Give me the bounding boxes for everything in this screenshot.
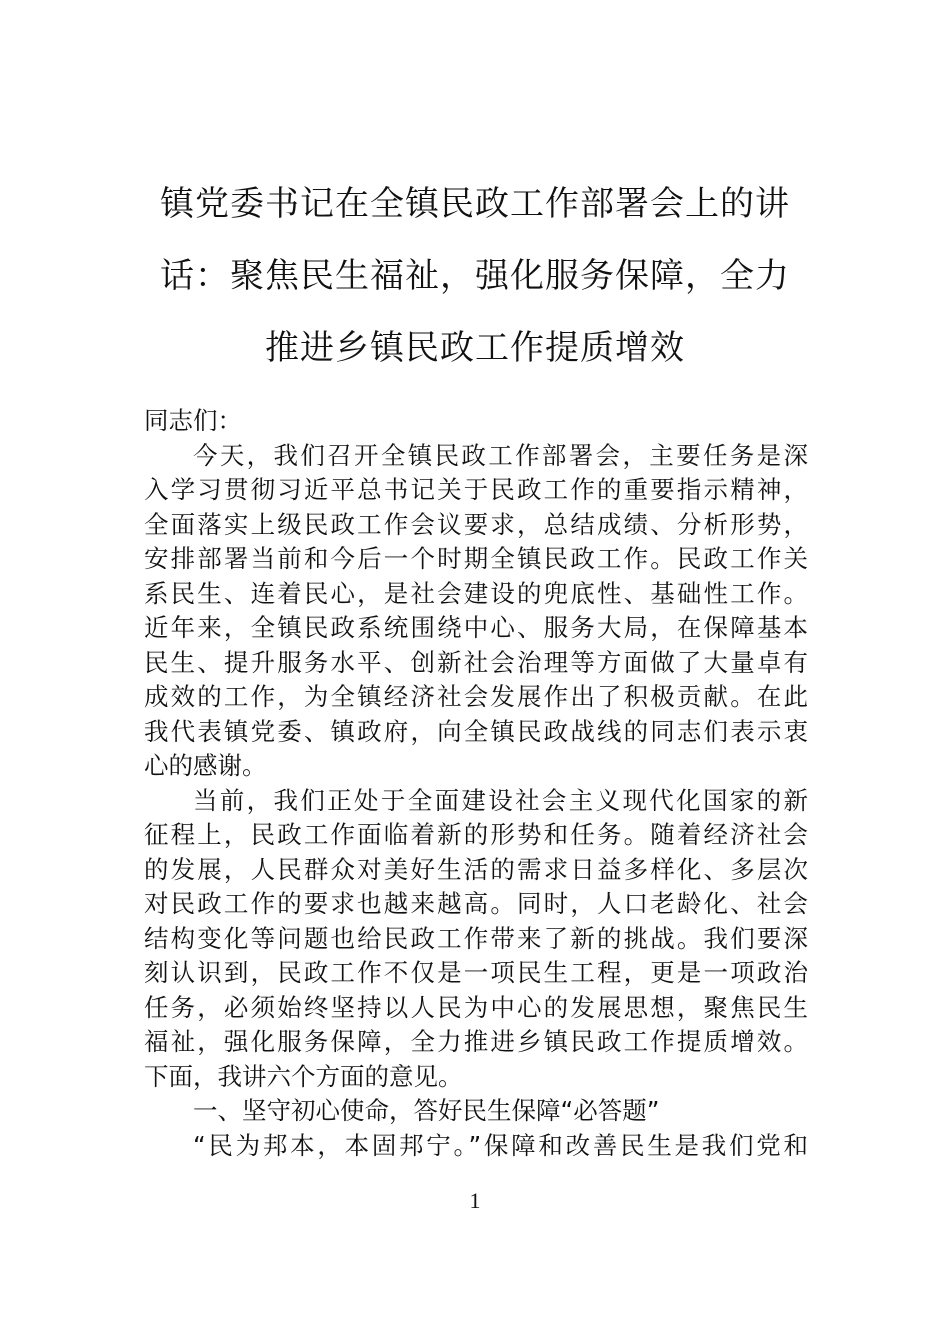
document-body [144,404,808,1163]
paragraph-line: 成效的工作，为全镇经济社会发展作出了积极贡献。在此 [144,682,808,711]
paragraph-line: 当前，我们正处于全面建设社会主义现代化国家的新 [193,785,808,815]
title-line: 推进乡镇民政工作提质增效 [265,328,685,368]
title-line: 话：聚焦民生福祉，强化服务保障，全力 [160,256,790,296]
paragraph-line: 今天，我们召开全镇民政工作部署会，主要任务是深 [193,440,808,470]
paragraph-line: 的发展，人民群众对美好生活的需求日益多样化、多层次 [144,854,808,884]
paragraph-line: 我代表镇党委、镇政府，向全镇民政战线的同志们表示衷 [144,716,808,746]
section-heading: 一、坚守初心使命，答好民生保障“必答题” [193,1096,660,1125]
paragraph-line: 系民生、连着民心，是社会建设的兜底性、基础性工作。 [144,578,808,608]
paragraph-line: 下面，我讲六个方面的意见。 [144,1061,463,1091]
paragraph-line: 全面落实上级民政工作会议要求，总结成绩、分析形势， [144,509,808,539]
paragraph-line: 任务，必须始终坚持以人民为中心的发展思想，聚焦民生 [144,992,808,1022]
paragraph-line: 对民政工作的要求也越来越高。同时，人口老龄化、社会 [144,889,808,918]
page-number: 1 [469,1188,481,1213]
salutation: 同志们： [144,406,242,435]
paragraph-line: 安排部署当前和今后一个时期全镇民政工作。民政工作关 [144,544,808,573]
paragraph-line: 近年来，全镇民政系统围绕中心、服务大局，在保障基本 [144,613,808,642]
paragraph-line: 征程上，民政工作面临着新的形势和任务。随着经济社会 [144,820,808,849]
paragraph-line: 入学习贯彻习近平总书记关于民政工作的重要指示精神， [144,475,808,504]
paragraph-line: 民生、提升服务水平、创新社会治理等方面做了大量卓有 [144,647,808,677]
document-title [130,168,820,384]
paragraph-line: 福祉，强化服务保障，全力推进乡镇民政工作提质增效。 [144,1027,808,1056]
paragraph-line: 心的感谢。 [144,751,267,780]
title-line: 镇党委书记在全镇民政工作部署会上的讲 [160,184,790,224]
paragraph-line: 结构变化等问题也给民政工作带来了新的挑战。我们要深 [144,923,808,953]
paragraph-line: “民为邦本，本固邦宁。”保障和改善民生是我们党和 [193,1130,808,1160]
paragraph-line: 刻认识到，民政工作不仅是一项民生工程，更是一项政治 [144,958,808,987]
